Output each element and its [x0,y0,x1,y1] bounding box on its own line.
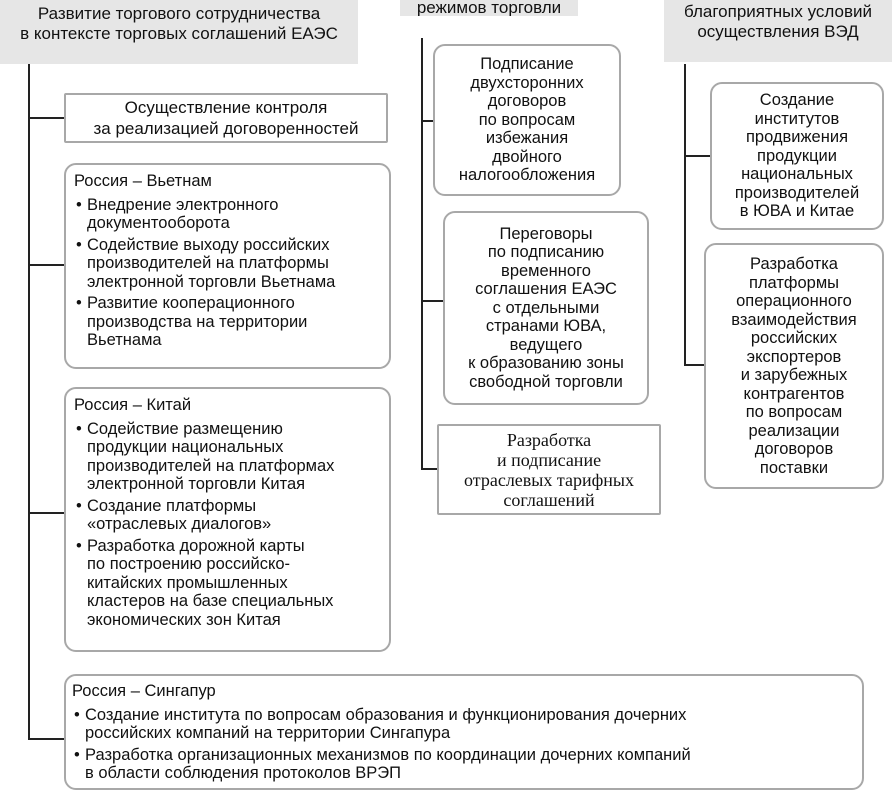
right-box-interaction-platform: Разработка платформы операционного взаимодействия российских экспортеров и зарубежных контрагентов по вопросам реализации договоров поставки [704,243,884,489]
middle-branch-1 [421,120,433,122]
middle-branch-2 [421,300,443,302]
vietnam-box [64,163,391,369]
left-trunk-line [28,64,30,740]
header-left: Развитие торгового сотрудничества в контексте торговых соглашений ЕАЭС [0,0,358,64]
middle-trunk-line [421,38,423,470]
middle-box-tariff-agreements: Разработка и подписание отраслевых тарифных соглашений [437,424,661,515]
vietnam-list [74,196,381,350]
left-branch-vietnam [28,264,64,266]
vietnam-item: • Внедрение электронного документооборота [74,196,381,233]
vietnam-title: Россия – Вьетнам [74,172,212,190]
singapore-list [72,706,854,783]
china-item: • Содействие размещению продукции национальных производителей на платформах электронной торговли Китая [74,420,381,494]
china-title: Россия – Китай [74,396,192,414]
middle-branch-3 [421,468,437,470]
left-branch-china [28,512,64,514]
left-branch-singapore [28,738,64,740]
china-item: • Разработка дорожной карты по построению российско- китайских промышленных кластеров на базе специальных экономических зон Китая [74,537,381,630]
control-box: Осуществление контроля за реализацией договоренностей [64,93,388,143]
right-branch-1 [684,155,710,157]
singapore-item: • Создание института по вопросам образования и функционирования дочерних российских компаний на территории Сингапура [72,706,854,743]
china-list [74,420,381,630]
vietnam-item: • Развитие кооперационного производства на территории Вьетнама [74,294,381,350]
left-branch-control [28,117,64,119]
singapore-box [64,674,864,790]
singapore-item: • Разработка организационных механизмов по координации дочерних компаний в области соблюдения протоколов ВРЭП [72,746,854,783]
middle-box-tax-agreements: Подписание двухсторонних договоров по вопросам избежания двойного налогообложения [433,44,621,196]
china-box [64,387,391,652]
middle-box-eaeu-negotiations: Переговоры по подписанию временного соглашения ЕАЭС с отдельными странами ЮВА, ведущего к образованию зоны свободной торговли [443,211,649,405]
right-box-promotion-institutes: Создание институтов продвижения продукции национальных производителей в ЮВА и Китае [710,82,884,230]
header-right: благоприятных условий осуществления ВЭД [664,0,892,62]
right-branch-2 [684,364,704,366]
right-trunk-line [684,64,686,366]
china-item: • Создание платформы «отраслевых диалогов» [74,497,381,534]
singapore-title: Россия – Сингапур [72,682,216,700]
vietnam-item: • Содействие выходу российских производителей на платформы электронной торговли Вьетнама [74,236,381,292]
header-middle: режимов торговли [400,0,578,16]
